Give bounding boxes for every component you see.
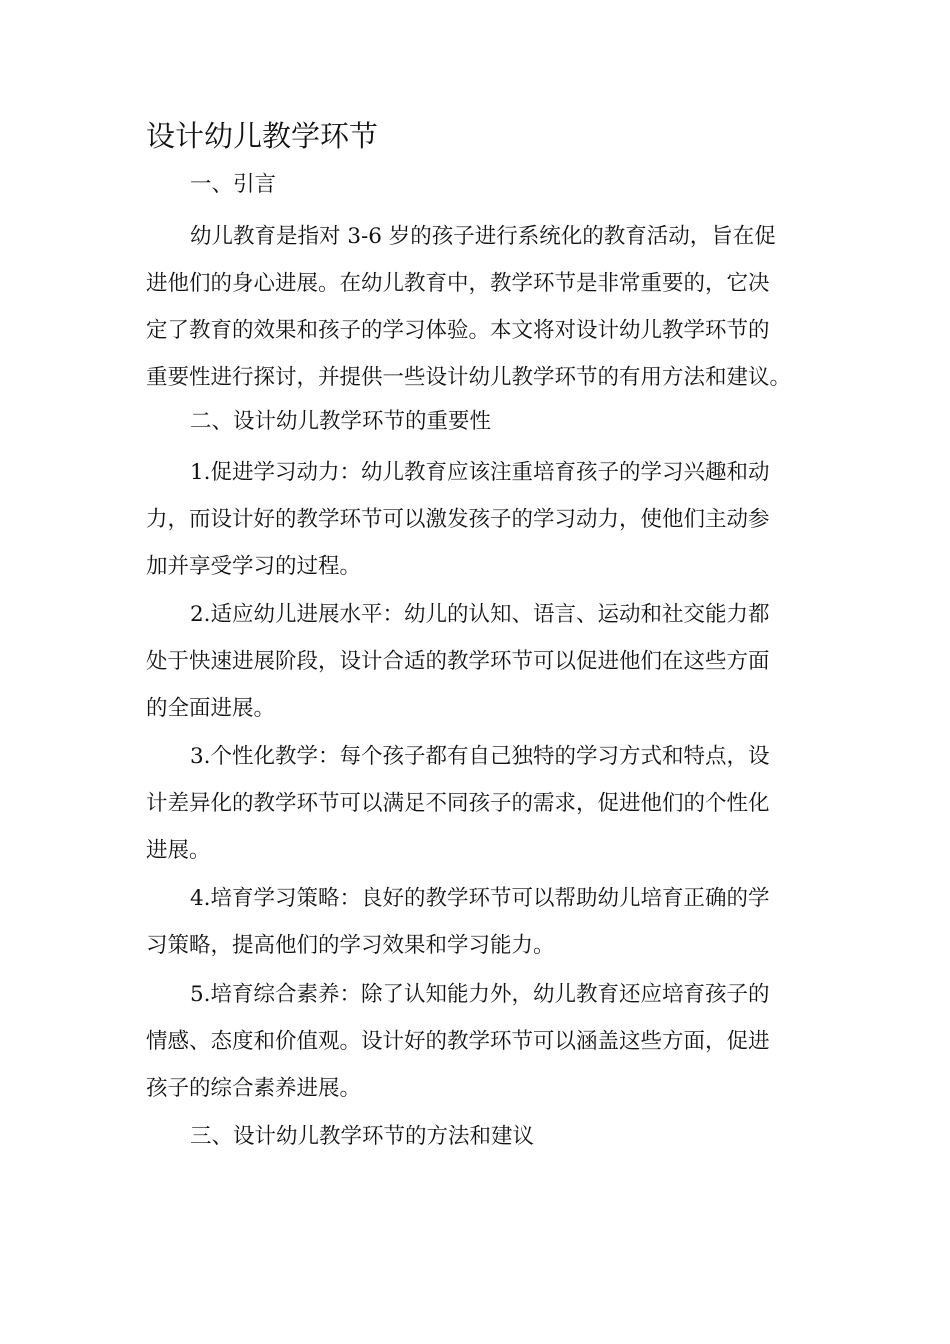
paragraph-line: 计差异化的教学环节可以满足不同孩子的需求，促进他们的个性化 [146,791,770,816]
paragraph-line: 重要性进行探讨，并提供一些设计幼儿教学环节的有用方法和建议。 [146,365,792,390]
section-heading-importance: 二、设计幼儿教学环节的重要性 [190,409,492,434]
paragraph-line: 定了教育的效果和孩子的学习体验。本文将对设计幼儿教学环节的 [146,318,770,343]
paragraph-line: 孩子的综合素养进展。 [146,1076,362,1101]
paragraph-line: 2.适应幼儿进展水平：幼儿的认知、语言、运动和社交能力都 [190,602,770,627]
paragraph-line: 情感、态度和价值观。设计好的教学环节可以涵盖这些方面，促进 [146,1029,770,1054]
paragraph-line: 处于快速进展阶段，设计合适的教学环节可以促进他们在这些方面 [146,649,770,674]
importance-item-1 [146,449,810,590]
section-heading-methods: 三、设计幼儿教学环节的方法和建议 [190,1124,535,1149]
document-title: 设计幼儿教学环节 [146,119,379,153]
paragraph-line: 1.促进学习动力：幼儿教育应该注重培育孩子的学习兴趣和动 [190,460,770,485]
paragraph-line: 幼儿教育是指对 3-6 岁的孩子进行系统化的教育活动，旨在促 [190,224,776,249]
paragraph-line: 5.培育综合素养：除了认知能力外，幼儿教育还应培育孩子的 [190,982,770,1007]
paragraph-line: 4.培育学习策略：良好的教学环节可以帮助幼儿培育正确的学 [190,886,770,911]
importance-item-3 [146,733,810,874]
paragraph-line: 3.个性化教学：每个孩子都有自己独特的学习方式和特点，设 [190,744,770,769]
paragraph-line: 进他们的身心进展。在幼儿教育中，教学环节是非常重要的，它决 [146,271,770,296]
paragraph-line: 力，而设计好的教学环节可以激发孩子的学习动力，使他们主动参 [146,507,770,532]
paragraph-line: 加并享受学习的过程。 [146,554,362,579]
paragraph-line: 的全面进展。 [146,696,276,721]
section-heading-introduction: 一、引言 [190,172,277,197]
paragraph-line: 进展。 [146,838,211,863]
importance-item-4 [146,875,810,969]
importance-item-2 [146,591,810,732]
introduction-paragraph [146,213,810,401]
paragraph-line: 习策略，提高他们的学习效果和学习能力。 [146,933,555,958]
importance-item-5 [146,971,810,1112]
